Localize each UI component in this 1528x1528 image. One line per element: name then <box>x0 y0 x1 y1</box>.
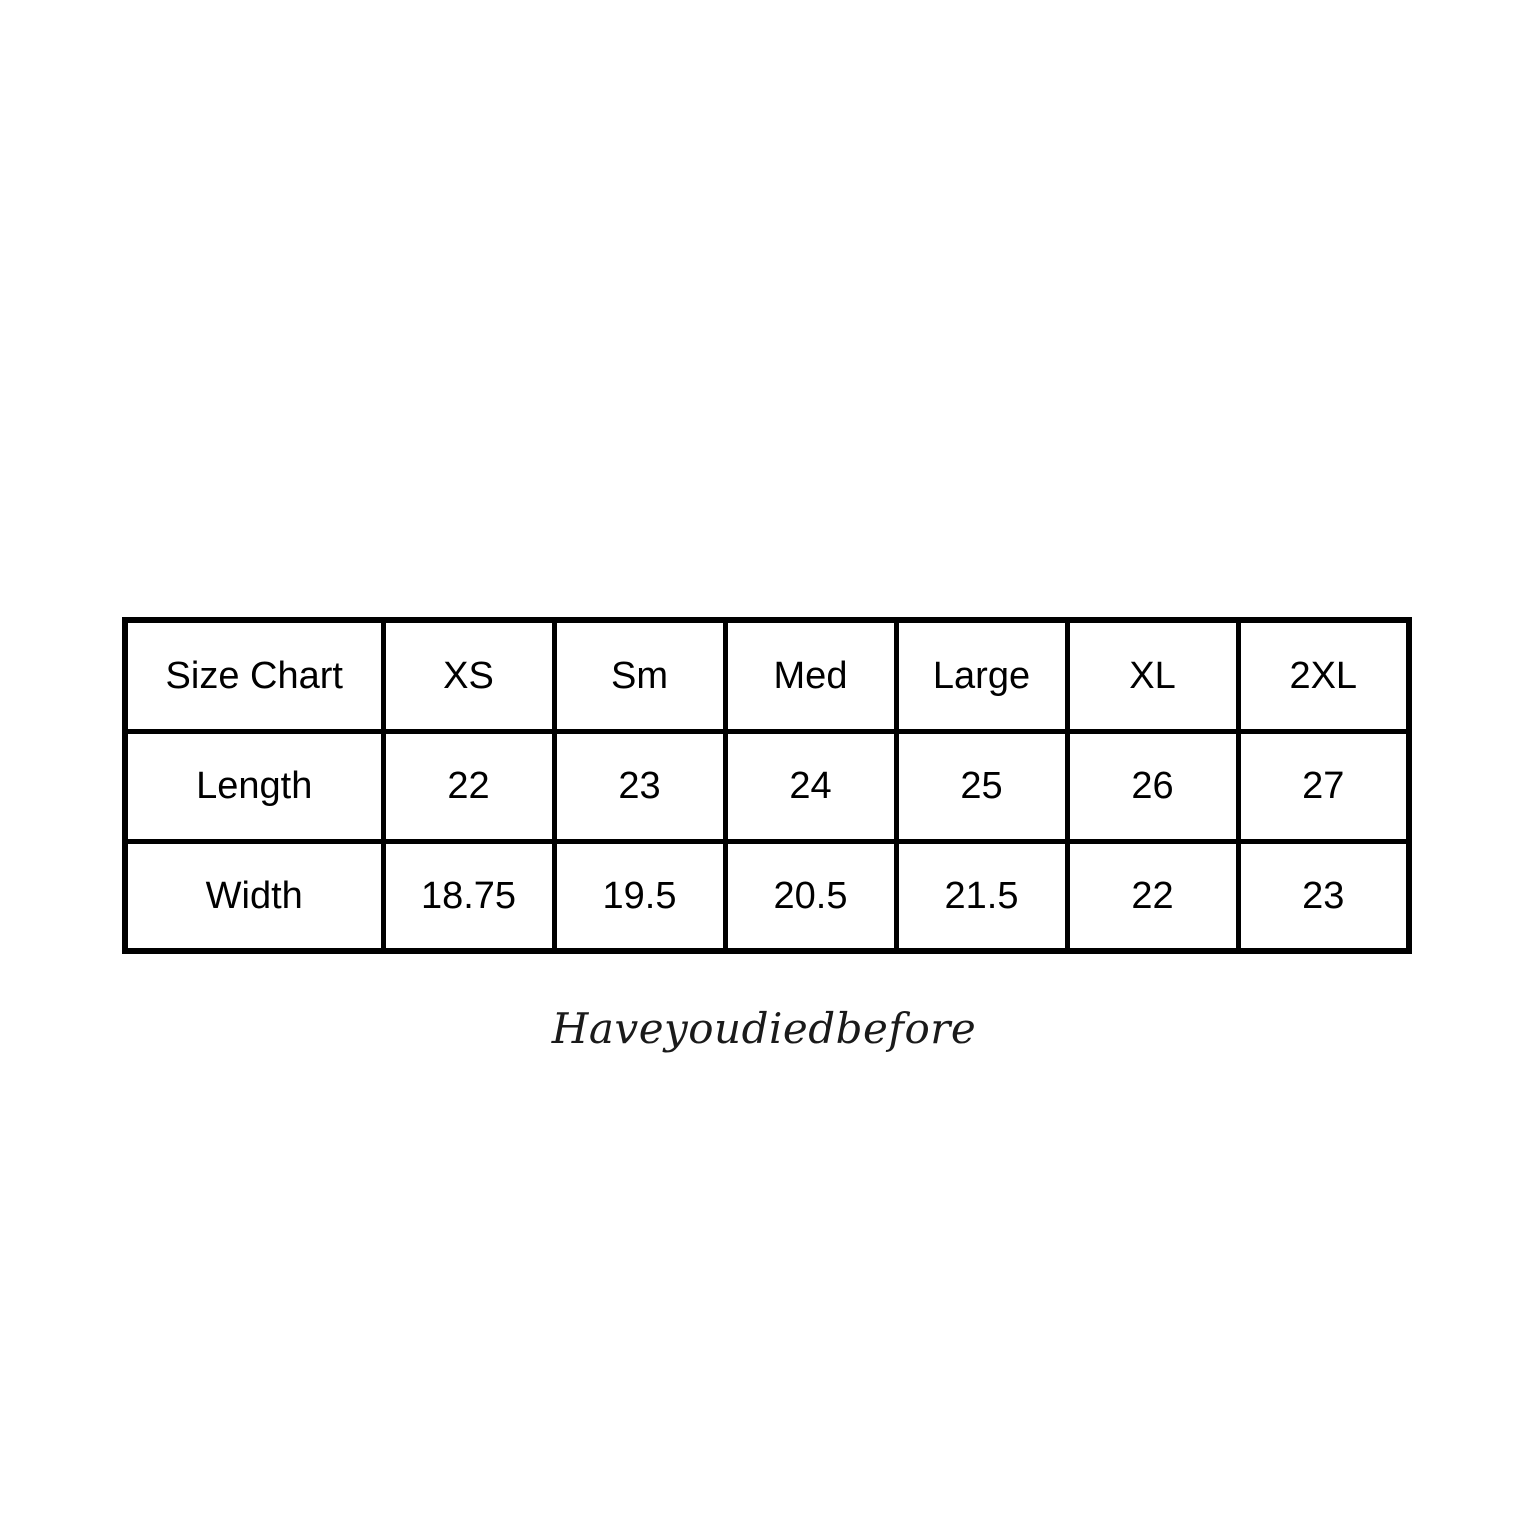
header-cell-title: Size Chart <box>125 620 383 731</box>
cell-width-large: 21.5 <box>896 841 1067 951</box>
cell-width-sm: 19.5 <box>554 841 725 951</box>
cell-length-2xl: 27 <box>1238 731 1409 841</box>
header-cell-xs: XS <box>383 620 554 731</box>
cell-length-med: 24 <box>725 731 896 841</box>
header-cell-sm: Sm <box>554 620 725 731</box>
cell-width-xl: 22 <box>1067 841 1238 951</box>
cell-width-med: 20.5 <box>725 841 896 951</box>
table-row-length <box>125 731 1409 841</box>
cell-width-2xl: 23 <box>1238 841 1409 951</box>
cell-length-xl: 26 <box>1067 731 1238 841</box>
cell-width-xs: 18.75 <box>383 841 554 951</box>
row-label-length: Length <box>125 731 383 841</box>
table-header-row <box>125 620 1409 731</box>
cell-length-sm: 23 <box>554 731 725 841</box>
header-cell-large: Large <box>896 620 1067 731</box>
brand-signature: Haveyoudiedbefore <box>551 1004 977 1053</box>
row-label-width: Width <box>125 841 383 951</box>
table-row-width <box>125 841 1409 951</box>
header-cell-med: Med <box>725 620 896 731</box>
cell-length-large: 25 <box>896 731 1067 841</box>
header-cell-2xl: 2XL <box>1238 620 1409 731</box>
size-chart-table <box>122 617 1412 954</box>
header-cell-xl: XL <box>1067 620 1238 731</box>
cell-length-xs: 22 <box>383 731 554 841</box>
